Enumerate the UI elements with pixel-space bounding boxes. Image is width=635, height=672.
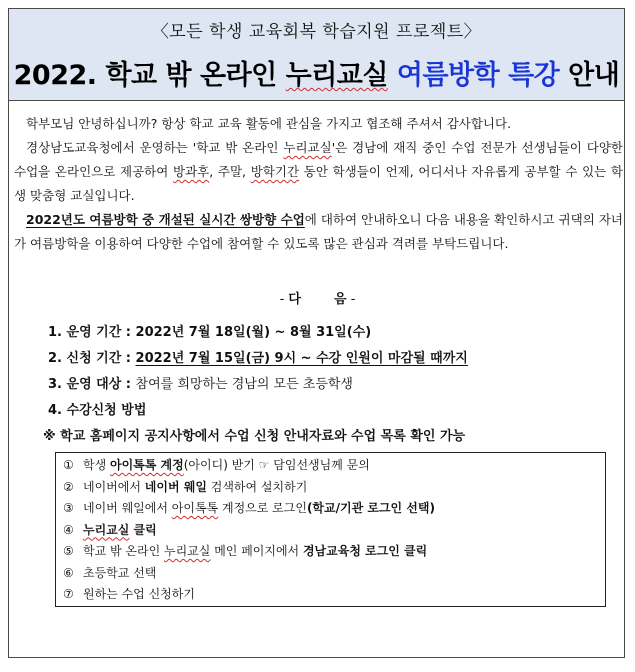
p2-part-d: 방과후 bbox=[173, 164, 210, 179]
step-text: 원하는 수업 신청하기 bbox=[83, 587, 195, 601]
intro-paragraph-2 bbox=[14, 136, 623, 208]
step-text: 네이버 웨일에서 bbox=[83, 501, 172, 515]
step-7 bbox=[56, 584, 605, 606]
step-number: ② bbox=[63, 479, 74, 494]
list-item-target bbox=[48, 372, 623, 398]
step-text: 검색하여 설치하기 bbox=[206, 479, 308, 494]
title-part1: 2022. 학교 밖 온라인 bbox=[13, 60, 286, 91]
item-label: 4. 수강신청 방법 bbox=[48, 403, 147, 418]
step-text-bold: (학교/기관 로그인 선택) bbox=[306, 501, 435, 515]
intro-paragraph-3 bbox=[14, 208, 623, 256]
list-item-period bbox=[48, 320, 623, 346]
header-banner bbox=[9, 9, 624, 101]
step-text-bold: 네이버 웨일 bbox=[144, 479, 207, 494]
item-note-text: ※ 학교 홈페이지 공지사항에서 수업 신청 안내자료와 수업 목록 확인 가능 bbox=[43, 429, 466, 444]
step-text: 메인 페이지에서 bbox=[210, 544, 303, 558]
item-value: 2022년 7월 18일(월) ~ 8월 31일(수) bbox=[135, 325, 372, 340]
step-text-underlined: 아이톡톡 bbox=[171, 501, 219, 515]
title-part3 bbox=[388, 60, 397, 91]
step-text: 학생 bbox=[83, 458, 110, 472]
intro-paragraph-1: 학부모님 안녕하십니까? 항상 학교 교육 활동에 관심을 가지고 협조해 주셔서 감사합니다. bbox=[26, 116, 512, 131]
p2-part-a: 경상남도교육청에서 운영하는 '학교 밖 온라인 bbox=[26, 140, 284, 155]
section-divider bbox=[0, 288, 635, 307]
step-text: (아이디) 받기 ☞ 담임선생님께 문의 bbox=[183, 458, 370, 472]
step-text: 네이버에서 bbox=[83, 479, 145, 494]
list-item-signup bbox=[48, 346, 623, 372]
title-part4: 특강 bbox=[499, 60, 560, 91]
signup-steps-box bbox=[55, 452, 606, 607]
list-item-method bbox=[48, 398, 623, 424]
step-number: ③ bbox=[63, 501, 74, 515]
step-number: ④ bbox=[63, 522, 74, 537]
item-label: 3. 운영 대상 : bbox=[48, 377, 136, 392]
item-value: 2022년 7월 15일(금) 9시 ~ 수강 인원이 마감될 때까지 bbox=[135, 351, 468, 366]
p2-part-f: 방학기간 bbox=[250, 164, 300, 179]
p2-part-c: '은 경남에 재직 중인 수업 전문가 선생님들이 다양한 수업을 온라인으로 제공하여 bbox=[14, 140, 624, 179]
p3-rest: 에 대하여 안내하오니 다음 내용을 확인하시고 귀댁의 자녀가 여름방학을 이용하여 다양한 수업에 참여할 수 있도록 많은 관심과 격려를 부탁드립니다. bbox=[14, 212, 623, 251]
step-4 bbox=[56, 520, 605, 542]
step-6 bbox=[56, 563, 605, 585]
step-text: 초등학교 선택 bbox=[83, 565, 157, 580]
step-number: ⑦ bbox=[63, 587, 74, 601]
divider-char-2: 음 bbox=[334, 292, 347, 307]
step-text-bold: 클릭 bbox=[129, 522, 157, 537]
notice-title bbox=[9, 53, 624, 92]
info-list bbox=[43, 320, 623, 450]
step-number: ⑤ bbox=[63, 544, 74, 558]
step-text-bold: 아이톡톡 계정 bbox=[110, 458, 184, 472]
step-text-bold: 누리교실 bbox=[83, 522, 130, 537]
step-2 bbox=[56, 477, 605, 499]
step-1 bbox=[56, 455, 605, 477]
list-item-note bbox=[43, 424, 623, 450]
title-accent: 여름방학 bbox=[396, 60, 500, 91]
divider-right: - bbox=[346, 292, 356, 307]
p2-part-e: , 주말, bbox=[209, 164, 251, 179]
item-value: 참여를 희망하는 경남의 모든 초등학생 bbox=[135, 377, 353, 392]
step-3 bbox=[56, 498, 605, 520]
step-text: 학교 밖 온라인 bbox=[83, 544, 164, 558]
step-5 bbox=[56, 541, 605, 563]
item-label: 2. 신청 기간 : bbox=[48, 351, 136, 366]
item-label: 1. 운영 기간 : bbox=[48, 325, 136, 340]
step-text: 계정으로 로그인 bbox=[218, 501, 307, 515]
step-text-bold: 경남교육청 로그인 클릭 bbox=[302, 544, 428, 558]
title-part2: 누리교실 bbox=[285, 60, 388, 91]
step-text-underlined: 누리교실 bbox=[164, 544, 211, 558]
p3-highlight: 2022년도 여름방학 중 개설된 실시간 쌍방향 수업 bbox=[26, 212, 305, 227]
title-part5: 안내 bbox=[559, 60, 620, 91]
p2-part-g: 동안 학생들이 언제, 어디서나 자유롭게 공부할 수 있는 학생 맞춤형 교실입니다. bbox=[14, 164, 624, 203]
project-subtitle: 〈모든 학생 교육회복 학습지원 프로젝트〉 bbox=[151, 22, 482, 42]
step-number: ① bbox=[63, 458, 74, 472]
intro-text bbox=[14, 112, 623, 256]
divider-left: - bbox=[279, 292, 289, 307]
divider-char-1: 다 bbox=[288, 292, 301, 307]
p2-part-b: 누리교실 bbox=[283, 140, 332, 155]
step-number: ⑥ bbox=[63, 565, 74, 580]
